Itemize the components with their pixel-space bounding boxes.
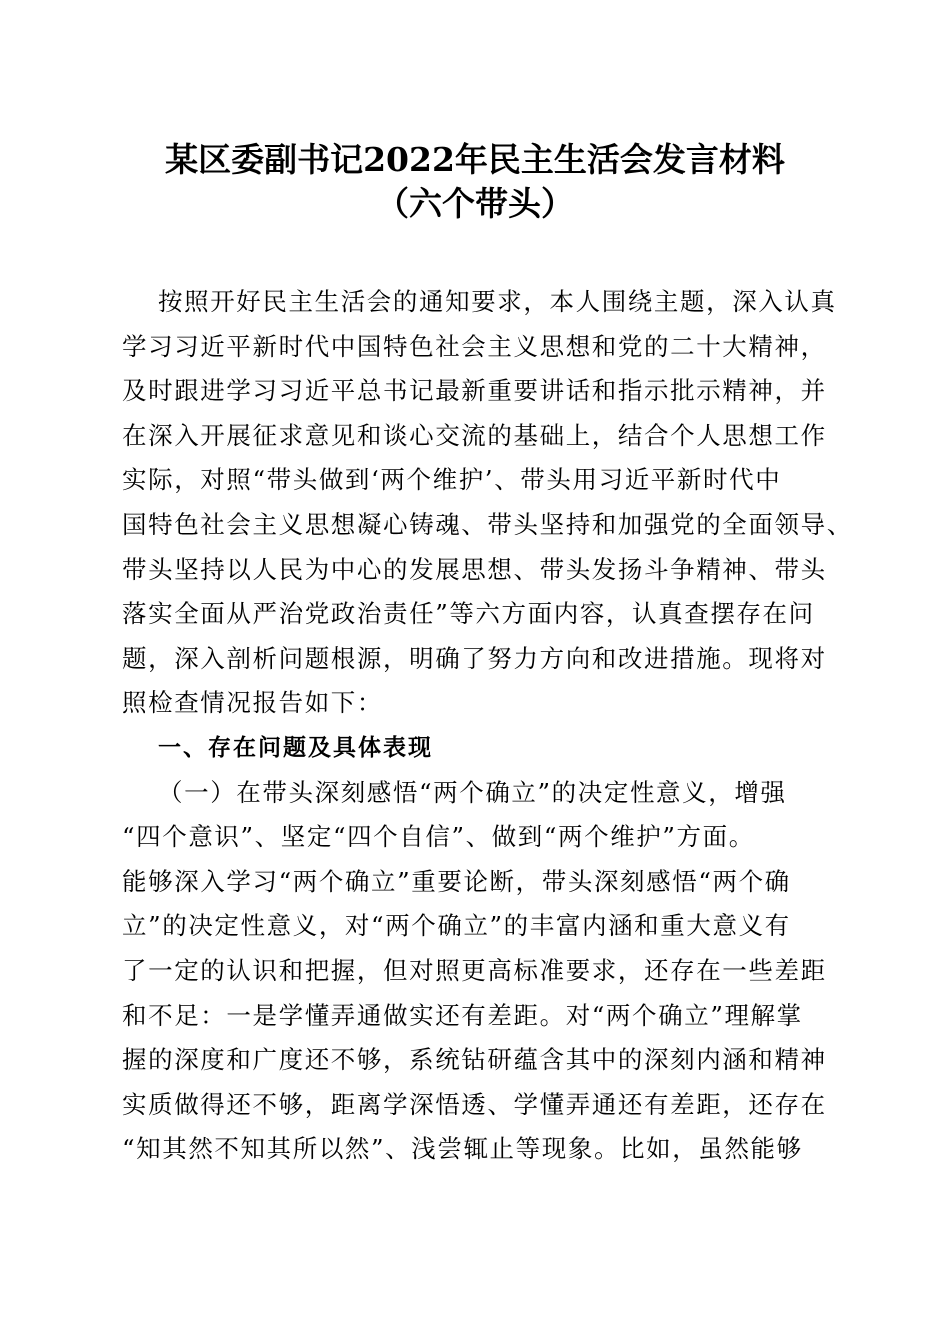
- document-title: 某区委副书记2022年民主生活会发言材料: [165, 140, 785, 179]
- paragraph-line: 实质做得还不够，距离学深悟透、学懂弄通还有差距，还存在: [122, 1089, 827, 1119]
- paragraph-line: 国特色社会主义思想凝心铸魂、带头坚持和加强党的全面领导、: [122, 509, 853, 539]
- paragraph-line: （一）在带头深刻感悟“两个确立”的决定性意义，增强: [158, 777, 787, 807]
- paragraph-line: 题，深入剖析问题根源，明确了努力方向和改进措施。现将对: [122, 643, 827, 673]
- paragraph-line: “四个意识”、坚定“四个自信”、做到“两个维护”方面。: [122, 822, 755, 852]
- document-subtitle: （六个带头）: [376, 184, 574, 223]
- document-body: [122, 280, 853, 1172]
- paragraph-line: 带头坚持以人民为中心的发展思想、带头发扬斗争精神、带头: [122, 554, 827, 584]
- paragraph-line: 了一定的认识和把握，但对照更高标准要求，还存在一些差距: [122, 955, 827, 985]
- paragraph-line: 立”的决定性意义，对“两个确立”的丰富内涵和重大意义有: [122, 911, 791, 941]
- paragraph-line: 及时跟进学习习近平总书记最新重要讲话和指示批示精神，并: [122, 376, 827, 406]
- paragraph-line: 照检查情况报告如下：: [122, 688, 383, 718]
- paragraph-line: 能够深入学习“两个确立”重要论断，带头深刻感悟“两个确: [122, 866, 791, 896]
- paragraph-line: 和不足：一是学懂弄通做实还有差距。对“两个确立”理解掌: [122, 1000, 803, 1030]
- paragraph-line: 落实全面从严治党政治责任”等六方面内容，认真查摆存在问: [122, 599, 815, 629]
- paragraph-line: 按照开好民主生活会的通知要求，本人围绕主题，深入认真: [158, 287, 837, 316]
- paragraph-line: 在深入开展征求意见和谈心交流的基础上，结合个人思想工作: [122, 420, 827, 450]
- paragraph-line: 学习习近平新时代中国特色社会主义思想和党的二十大精神，: [122, 331, 827, 361]
- paragraph-line: 握的深度和广度还不够，系统钻研蕴含其中的深刻内涵和精神: [122, 1045, 827, 1075]
- paragraph-line: “知其然不知其所以然”、浅尝辄止等现象。比如，虽然能够: [122, 1134, 803, 1164]
- section-heading: 一、存在问题及具体表现: [158, 734, 433, 761]
- paragraph-line: 实际，对照“带头做到‘两个维护’、带头用习近平新时代中: [122, 465, 782, 495]
